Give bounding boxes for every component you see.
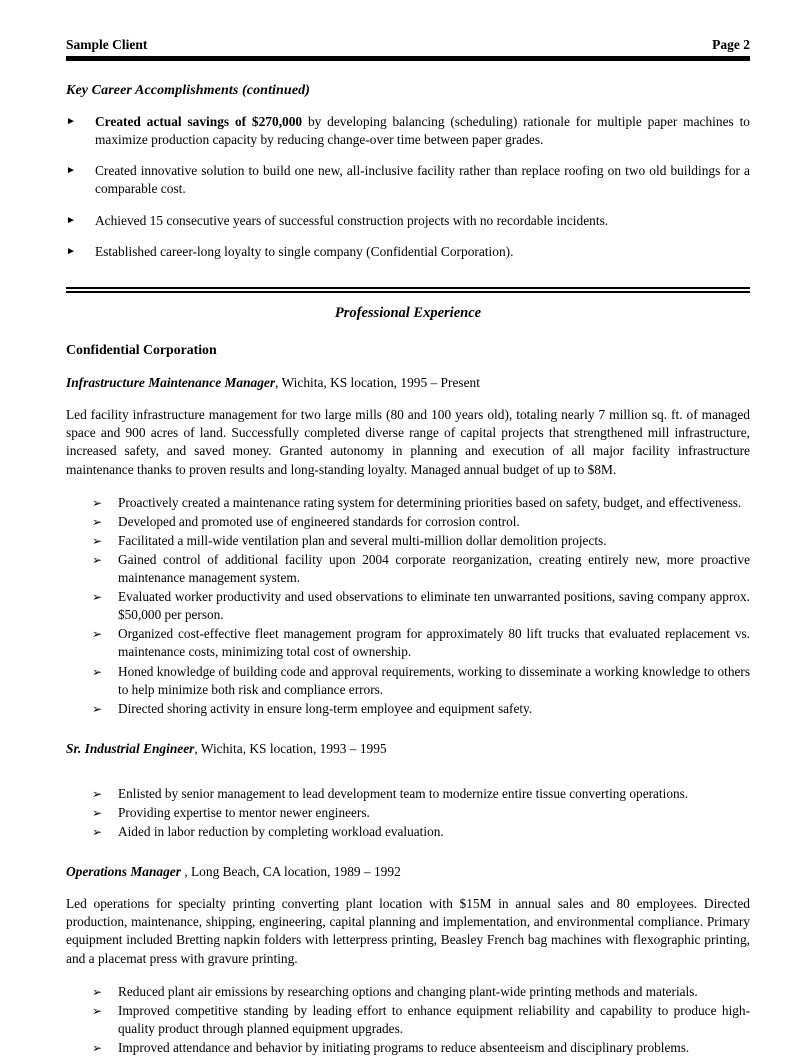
job-title: Sr. Industrial Engineer bbox=[66, 740, 195, 756]
job-location-dates: , Wichita, KS location, 1993 – 1995 bbox=[194, 740, 387, 756]
job-bullet bbox=[66, 1039, 750, 1057]
company-name: Confidential Corporation bbox=[66, 341, 217, 357]
page-number: Page 2 bbox=[712, 37, 750, 52]
job-bullet-list bbox=[66, 983, 750, 1057]
arrowhead-right-icon: ➢ bbox=[92, 534, 103, 548]
arrowhead-right-icon: ➢ bbox=[92, 553, 103, 568]
job-bullet-text: Honed knowledge of building code and approval requirements, working to disseminate a working knowledge to others to help minimize both risk and compliance errors. bbox=[118, 663, 750, 697]
triangle-right-icon: ► bbox=[66, 214, 76, 226]
document-header bbox=[66, 38, 750, 56]
arrowhead-right-icon: ➢ bbox=[92, 590, 103, 605]
job-bullet bbox=[66, 494, 750, 512]
accomplishment-bullet-text: Achieved 15 consecutive years of successful construction projects with no recordable incidents. bbox=[95, 212, 609, 228]
triangle-right-icon: ► bbox=[66, 246, 76, 258]
arrowhead-right-icon: ➢ bbox=[92, 701, 103, 716]
job-entry bbox=[66, 741, 750, 864]
arrowhead-right-icon: ➢ bbox=[92, 664, 103, 679]
accomplishment-bullet bbox=[66, 212, 750, 230]
job-bullet-text: Developed and promoted use of engineered standards for corrosion control. bbox=[118, 513, 520, 529]
job-bullet bbox=[66, 823, 750, 841]
job-bullet bbox=[66, 804, 750, 822]
accomplishment-bullet-text: by developing balancing (scheduling) rationale for multiple paper machines to maximize production capacity by reducing change-over time between paper grades. bbox=[95, 113, 750, 147]
job-bullet-text: Gained control of additional facility upon 2004 corporate reorganization, creating entirely new, more proactive maintenance management system. bbox=[118, 552, 750, 586]
job-bullet-text: Providing expertise to mentor newer engineers. bbox=[118, 804, 370, 820]
job-bullet-text: Evaluated worker productivity and used observations to eliminate ten unwarranted positions, saving company approx. $50,000 per person. bbox=[118, 589, 750, 623]
triangle-right-icon: ► bbox=[66, 165, 76, 177]
job-bullet-list bbox=[66, 785, 750, 841]
accomplishment-bullet-text: Created innovative solution to build one new, all-inclusive facility rather than replace roofing on two old buildings for a comparable cost. bbox=[95, 163, 750, 196]
job-bullet-text: Reduced plant air emissions by researching options and changing plant-wide printing methods and materials. bbox=[118, 983, 698, 999]
page-content bbox=[66, 38, 750, 1057]
arrowhead-right-icon: ➢ bbox=[92, 805, 103, 820]
job-title: Operations Manager bbox=[66, 864, 185, 880]
job-bullet bbox=[66, 625, 750, 661]
section-divider-rule bbox=[66, 287, 750, 293]
accomplishment-bullet-highlight: Created actual savings of $270,000 bbox=[95, 113, 303, 129]
arrowhead-right-icon: ➢ bbox=[92, 495, 103, 510]
accomplishment-bullet bbox=[66, 162, 750, 197]
job-entry bbox=[66, 864, 750, 1057]
job-bullet-text: Improved attendance and behavior by initiating programs to reduce absenteeism and disciplinary problems. bbox=[118, 1040, 690, 1056]
experience-section-title: Professional Experience bbox=[334, 304, 482, 321]
job-bullet bbox=[66, 513, 750, 531]
job-bullet-list bbox=[66, 494, 750, 718]
job-bullet bbox=[66, 1002, 750, 1038]
job-title: Infrastructure Maintenance Manager bbox=[66, 374, 276, 390]
vertical-spacer bbox=[66, 719, 750, 741]
arrowhead-right-icon: ➢ bbox=[92, 984, 103, 999]
job-bullet-text: Directed shoring activity in ensure long-term employee and equipment safety. bbox=[118, 700, 533, 716]
job-bullet-text: Proactively created a maintenance rating system for determining priorities based on safety, budget, and effectiveness. bbox=[118, 494, 742, 510]
job-heading bbox=[66, 741, 750, 757]
job-bullet bbox=[66, 532, 750, 550]
job-bullet-text: Facilitated a mill-wide ventilation plan and several multi-million dollar demolition projects. bbox=[118, 533, 607, 548]
accomplishment-bullet bbox=[66, 113, 750, 148]
job-bullet-text: Organized cost-effective fleet management program for approximately 80 lift trucks that evaluated replacement vs. maintenance costs, minimizing total cost of ownership. bbox=[118, 626, 750, 660]
accomplishment-bullet-text: Established career-long loyalty to single company (Confidential Corporation). bbox=[95, 244, 514, 260]
arrowhead-right-icon: ➢ bbox=[92, 786, 103, 801]
job-bullet bbox=[66, 551, 750, 587]
arrowhead-right-icon: ➢ bbox=[92, 824, 103, 839]
header-rule bbox=[66, 56, 750, 61]
job-location-dates: , Long Beach, CA location, 1989 – 1992 bbox=[184, 864, 401, 880]
job-bullet-text: Enlisted by senior management to lead development team to modernize entire tissue converting operations. bbox=[118, 785, 689, 801]
job-bullet-text: Aided in labor reduction by completing workload evaluation. bbox=[118, 823, 444, 839]
accomplishment-bullet bbox=[66, 243, 750, 261]
arrowhead-right-icon: ➢ bbox=[92, 1003, 103, 1018]
job-location-dates: , Wichita, KS location, 1995 – Present bbox=[275, 374, 480, 390]
vertical-spacer bbox=[66, 772, 750, 785]
job-heading bbox=[66, 375, 750, 391]
arrowhead-right-icon: ➢ bbox=[92, 514, 103, 529]
job-bullet bbox=[66, 588, 750, 624]
accomplishments-heading: Key Career Accomplishments (continued) bbox=[66, 82, 310, 98]
client-name: Sample Client bbox=[66, 37, 148, 52]
accomplishments-list bbox=[66, 113, 750, 261]
arrowhead-right-icon: ➢ bbox=[92, 627, 103, 642]
job-bullet bbox=[66, 700, 750, 718]
triangle-right-icon: ► bbox=[66, 115, 76, 127]
job-bullet bbox=[66, 983, 750, 1001]
job-description: Led operations for specialty printing converting plant location with $15M in annual sales and 80 employees. Directed production, maintenance, shipping, engineering, capital planning and implementation, and environmental compliance. Primary equipment included Bretting napkin folders with letterpress printing, Beasley French bag machines with flexographic printing, and a placemat press with gravure printing. bbox=[66, 896, 750, 966]
job-bullet-text: Improved competitive standing by leading effort to enhance equipment reliability and capability to produce high-quality product through planned equipment upgrades. bbox=[118, 1002, 750, 1037]
job-bullet bbox=[66, 663, 750, 699]
job-heading bbox=[66, 864, 750, 880]
vertical-spacer bbox=[66, 842, 750, 864]
job-bullet bbox=[66, 785, 750, 803]
arrowhead-right-icon: ➢ bbox=[92, 1041, 103, 1056]
jobs-container bbox=[66, 375, 750, 1057]
job-description: Led facility infrastructure management for two large mills (80 and 100 years old), totaling nearly 7 million sq. ft. of managed space and 900 acres of land. Successfully completed diverse range of capital projects that strengthened mill infrastructure, increased safety, and saved money. Granted autonomy in planning and execution of all major facility infrastructure maintenance thanks to proven results and long-standing loyalty. Managed annual budget of up to $8M. bbox=[66, 406, 750, 477]
job-entry bbox=[66, 375, 750, 741]
